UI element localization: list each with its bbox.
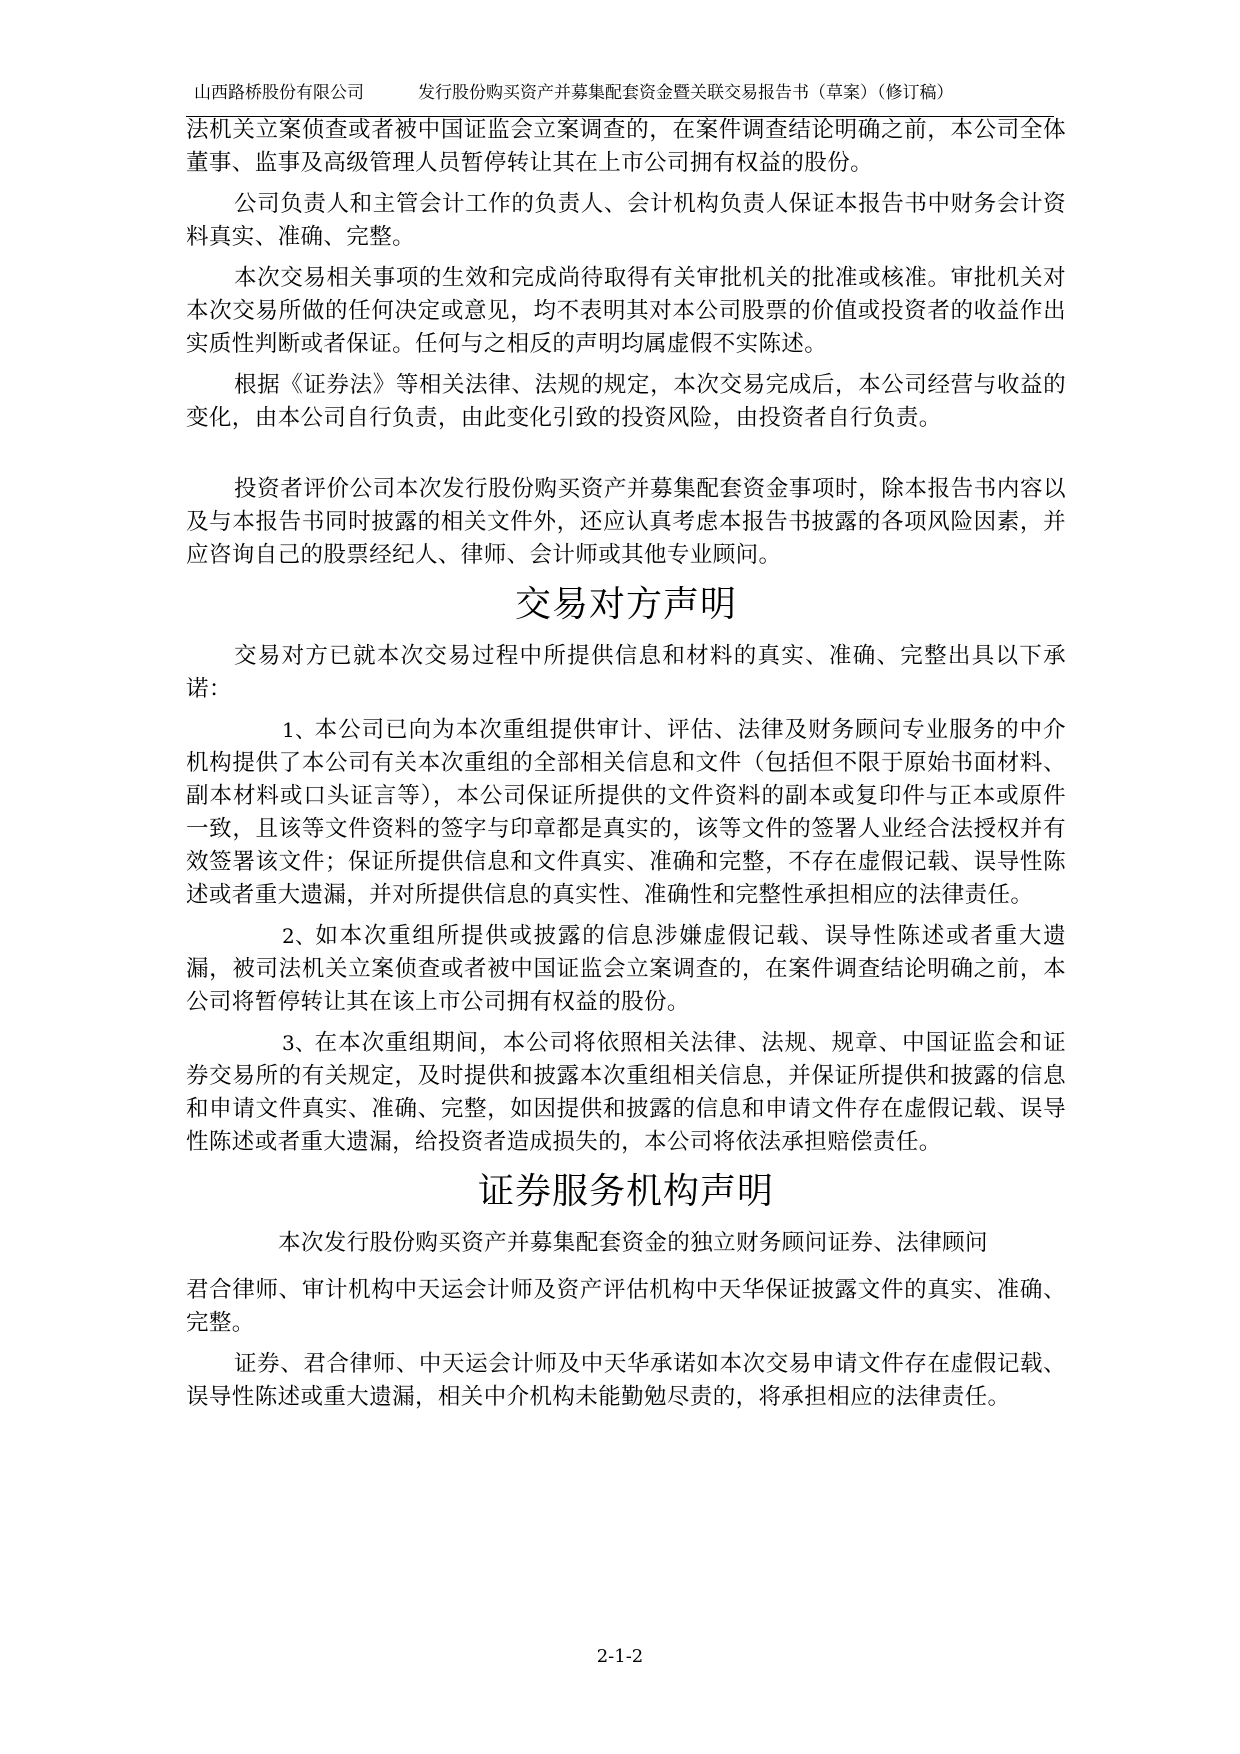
commitment-text: 在本次重组期间，本公司将依照相关法律、法规、规章、中国证监会和证券交易所的有关规定，及时提供和披露本次重组相关信息，并保证所提供和披露的信息和申请文件真实、准确、完整，如因提供和披露的信息和申请文件存在虚假记载、误导性陈述或者重大遗漏，给投资者造成损失的，本公司将依法承担赔偿责任。 [186,1030,1066,1155]
paragraph-advisors-liability: 证券、君合律师、中天运会计师及中天华承诺如本次交易申请文件存在虚假记载、误导性陈述或重大遗漏，相关中介机构未能勤勉尽责的，将承担相应的法律责任。 [186,1351,1066,1410]
commitment-number: 3、 [282,1031,316,1055]
paragraph-securities-law: 根据《证券法》等相关法律、法规的规定，本次交易完成后，本公司经营与收益的变化，由本公司自行负责，由此变化引致的投资风险，由投资者自行负责。 [186,372,1066,431]
header-document-title: 发行股份购买资产并募集配套资金暨关联交易报告书（草案）（修订稿） [418,83,954,103]
page-content [186,114,1066,1422]
paragraph-counterparty-intro: 交易对方已就本次交易过程中所提供信息和材料的真实、准确、完整出具以下承诺： [186,643,1066,702]
paragraph-approval: 本次交易相关事项的生效和完成尚待取得有关审批机关的批准或核准。审批机关对本次交易所做的任何决定或意见，均不表明其对本公司股票的价值或投资者的收益作出实质性判断或者保证。任何与之相反的声明均属虚假不实陈述。 [186,265,1066,357]
commitment-text: 本公司已向为本次重组提供审计、评估、法律及财务顾问专业服务的中介机构提供了本公司有关本次重组的全部相关信息和文件（包括但不限于原始书面材料、副本材料或口头证言等），本公司保证所提供的文件资料的副本或复印件与正本或原件一致，且该等文件资料的签字与印章都是真实的，该等文件的签署人业经合法授权并有效签署该文件；保证所提供信息和文件真实、准确和完整，不存在虚假记载、误导性陈述或者重大遗漏，并对所提供信息的真实性、准确性和完整性承担相应的法律责任。 [186,717,1066,908]
commitment-text: 如本次重组所提供或披露的信息涉嫌虚假记载、误导性陈述或者重大遗漏，被司法机关立案侦查或者被中国证监会立案调查的，在案件调查结论明确之前，本公司将暂停转让其在该上市公司拥有权益的股份。 [186,923,1066,1015]
commitment-number: 1、 [282,718,316,742]
commitment-item [186,714,1066,912]
commitment-item [186,1027,1066,1159]
paragraph-continuation: 法机关立案侦查或者被中国证监会立案调查的，在案件调查结论明确之前，本公司全体董事、监事及高级管理人员暂停转让其在上市公司拥有权益的股份。 [186,117,1066,176]
paragraph-advisors-line2: 君合律师、审计机构中天运会计师及资产评估机构中天华保证披露文件的真实、准确、完整。 [186,1277,1066,1336]
commitment-item [186,920,1066,1019]
paragraph-advisors-line1: 本次发行股份购买资产并募集配套资金的独立财务顾问证券、法律顾问 [278,1230,988,1256]
page-number: 2-1-2 [596,1646,644,1667]
paragraph-financial-responsibility: 公司负责人和主管会计工作的负责人、会计机构负责人保证本报告书中财务会计资料真实、准确、完整。 [186,191,1066,250]
heading-counterparty-statement: 交易对方声明 [514,584,737,625]
paragraph-investor-notice: 投资者评价公司本次发行股份购买资产并募集配套资金事项时，除本报告书内容以及与本报告书同时披露的相关文件外，还应认真考虑本报告书披露的各项风险因素，并应咨询自己的股票经纪人、律师、会计师或其他专业顾问。 [186,476,1066,568]
spacer [186,443,1066,473]
header-company: 山西路桥股份有限公司 [194,83,364,103]
heading-securities-service-statement: 证券服务机构声明 [477,1171,774,1212]
page-header [186,74,1054,117]
commitment-number: 2、 [282,924,316,948]
